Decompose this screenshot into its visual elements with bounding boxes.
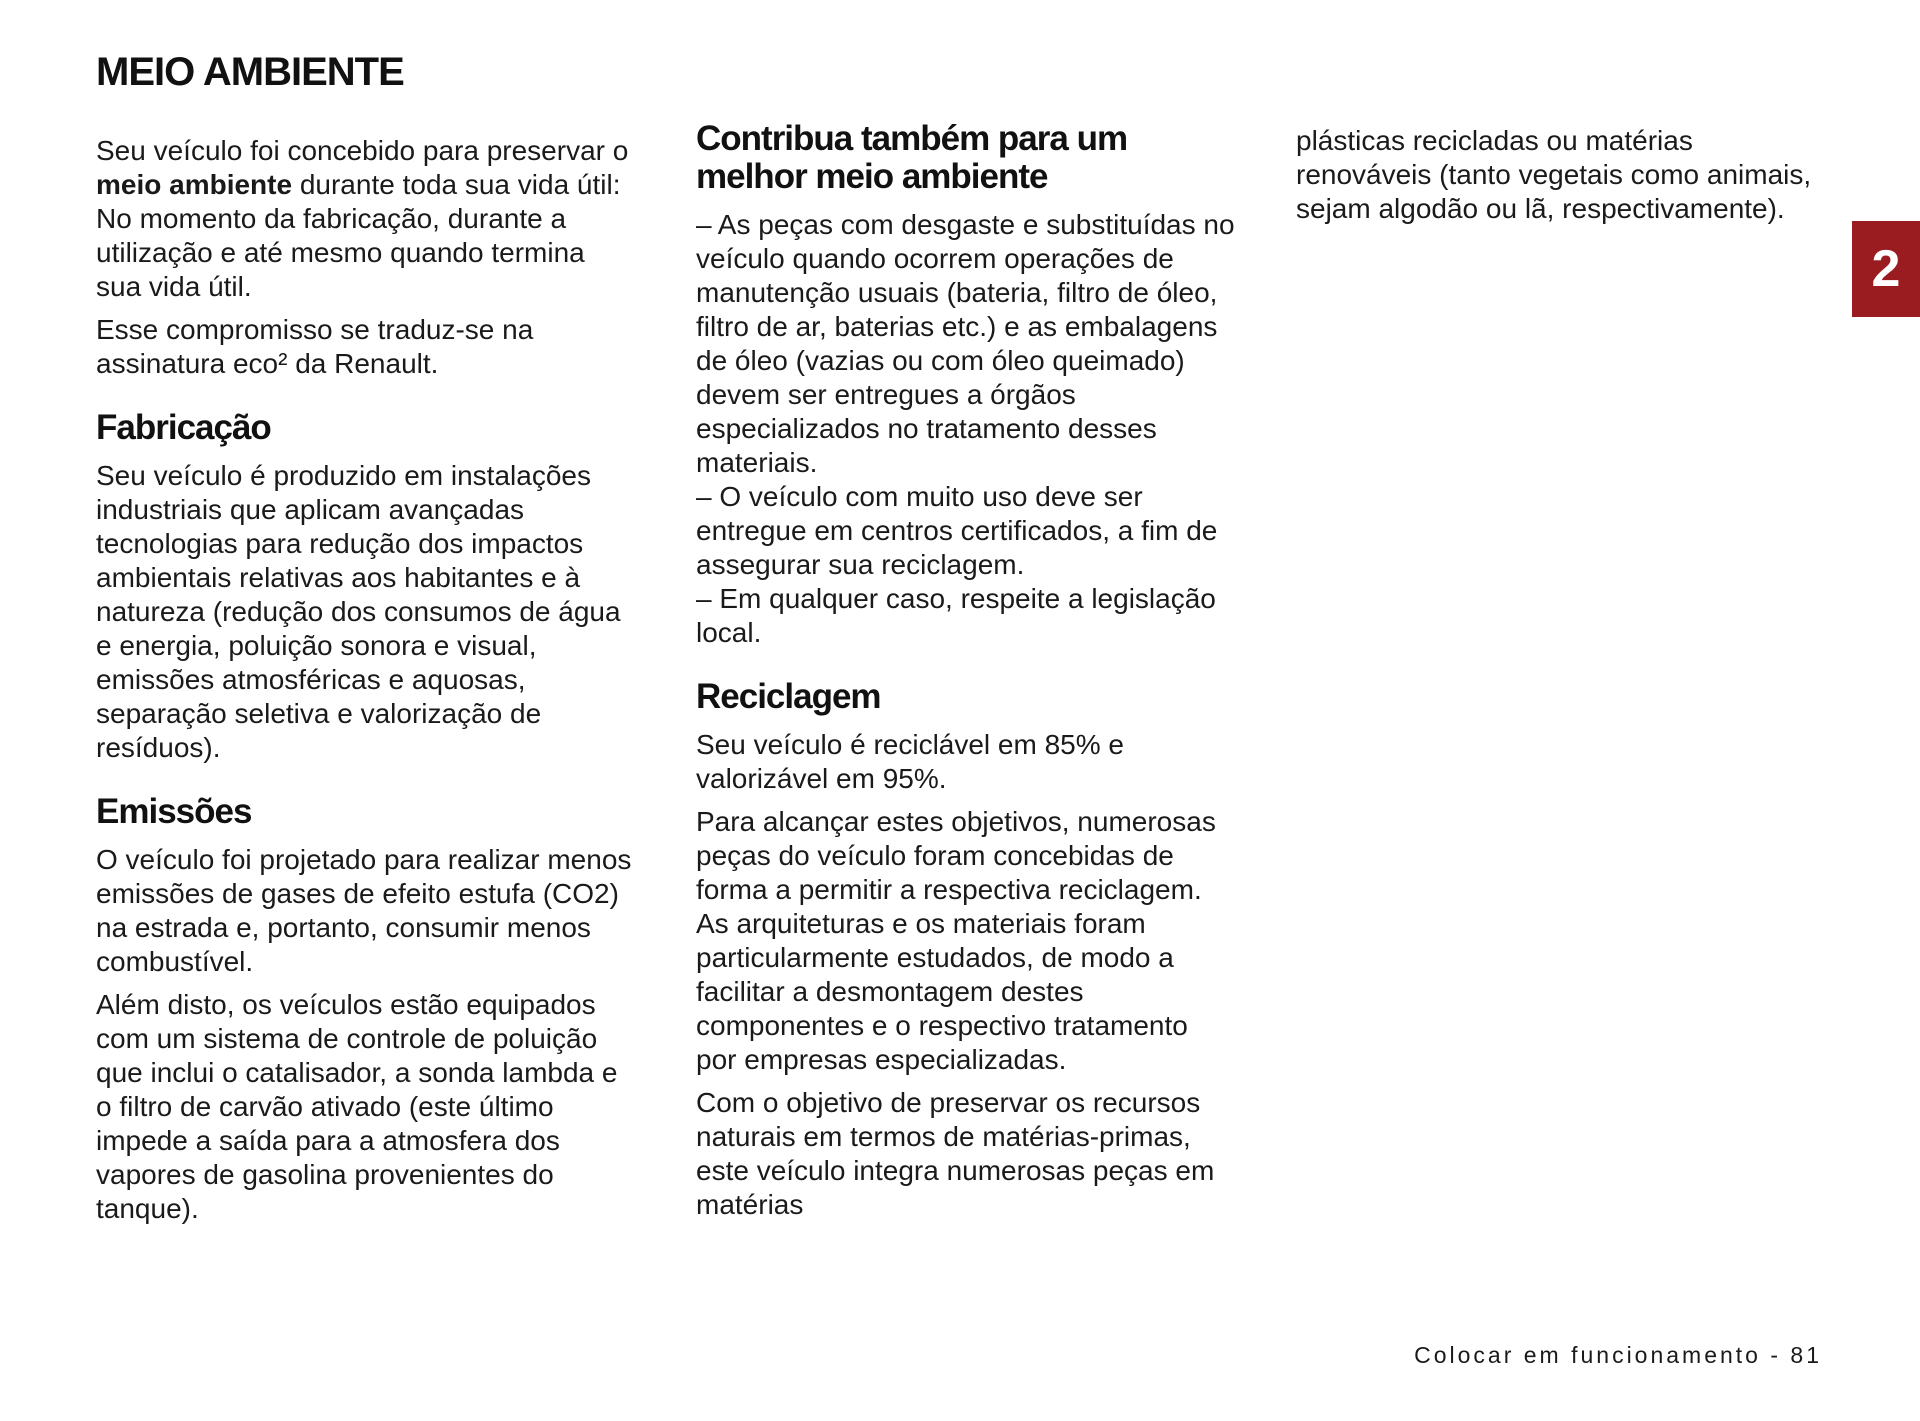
reciclagem-paragraph-2: Para alcançar estes objetivos, numerosas peças do veículo foram concebidas de forma a permitir a respectiva reciclagem. As arquiteturas e os materiais foram particularmente estudados, de modo a facilitar a desmontagem destes componentes e o respectivo tratamento por empresas especializadas. <box>696 806 1216 1075</box>
fabricacao-paragraph: Seu veículo é produzido em instalações industriais que aplicam avançadas tecnologias para redução dos impactos ambientais relativas aos habitantes e à natureza (redução dos consumos de água e energia, poluição sonora e visual, emissões atmosféricas e aquosas, separação seletiva e valorização de resíduos). <box>96 460 621 763</box>
contribua-item-2: – O veículo com muito uso deve ser entregue em centros certificados, a fim de assegurar sua reciclagem. <box>696 481 1218 580</box>
reciclagem-paragraph-3: Com o objetivo de preservar os recursos naturais em termos de matérias-primas, este veículo integra numerosas peças em matérias <box>696 1087 1215 1220</box>
contribua-item-3: – Em qualquer caso, respeite a legislação local. <box>696 583 1216 648</box>
reciclagem-heading: Reciclagem <box>696 677 881 716</box>
intro-text-end: durante toda sua vida útil: No momento da fabricação, durante a utilização e até mesmo quando termina sua vida útil. <box>96 169 621 302</box>
column-right <box>1296 124 1816 235</box>
emissoes-paragraph-2: Além disto, os veículos estão equipados com um sistema de controle de poluição que inclui o catalisador, a sonda lambda e o filtro de carvão ativado (este último impede a saída para a atmosfera dos vapores de gasolina provenientes do tanque). <box>96 989 618 1224</box>
reciclagem-paragraph-1: Seu veículo é reciclável em 85% e valorizável em 95%. <box>696 729 1124 794</box>
emissoes-heading: Emissões <box>96 792 252 831</box>
page-title: MEIO AMBIENTE <box>96 50 404 94</box>
contribua-item-1: – As peças com desgaste e substituídas no veículo quando ocorrem operações de manutenção usuais (bateria, filtro de óleo, filtro de ar, baterias etc.) e as embalagens de óleo (vazias ou com óleo queimado) devem ser entregues a órgãos especializados no tratamento desses materiais. <box>696 209 1235 478</box>
page-footer: Colocar em funcionamento - 81 <box>1414 1342 1822 1368</box>
intro-paragraph-1 <box>96 134 636 304</box>
emissoes-paragraph-1: O veículo foi projetado para realizar menos emissões de gases de efeito estufa (CO2) na estrada e, portanto, consumir menos combustível. <box>96 844 632 977</box>
intro-text-start: Seu veículo foi concebido para preservar o <box>96 135 629 166</box>
contribua-heading: Contribua também para um melhor meio ambiente <box>696 119 1128 196</box>
fabricacao-heading: Fabricação <box>96 408 271 447</box>
intro-bold-text: meio ambiente <box>96 169 293 200</box>
intro-paragraph-2: Esse compromisso se traduz-se na assinatura eco² da Renault. <box>96 314 534 379</box>
column-middle <box>696 120 1236 1231</box>
chapter-tab: 2 <box>1852 221 1920 317</box>
reciclagem-paragraph-3-continued: plásticas recicladas ou matérias renováveis (tanto vegetais como animais, sejam algodão ou lã, respectivamente). <box>1296 125 1812 224</box>
column-left <box>96 134 636 1235</box>
